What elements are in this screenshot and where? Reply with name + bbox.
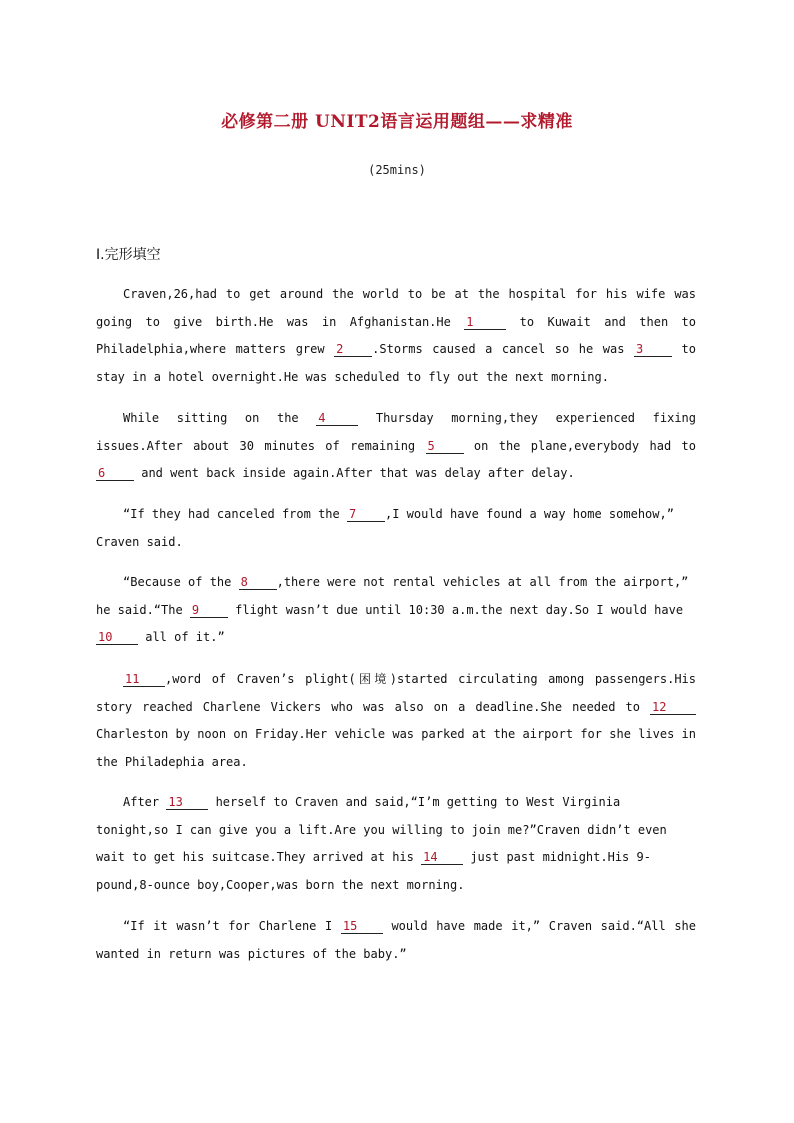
blank-8[interactable]: 8 <box>239 575 277 590</box>
blank-3[interactable]: 3 <box>634 342 672 357</box>
blank-1[interactable]: 1 <box>464 315 506 330</box>
paragraph-3: “If they had canceled from the 7 ,I would have found a way home somehow,” Craven said. <box>96 507 674 549</box>
paragraph-1: Craven,26,had to get around the world to be at the hospital for his wife was going to give birth.He was in Afghanistan.He 1 to Kuwait and then to Philadelphia,where matters grew 2 .Storms caused a cancel so he was 3 to stay in a hotel overnight.He was scheduled to fly out the next morning. <box>96 287 696 384</box>
page-title: 必修第二册 UNIT2语言运用题组——求精准 <box>221 112 573 132</box>
blank-12[interactable]: 12 <box>650 700 696 715</box>
blank-10[interactable]: 10 <box>96 630 138 645</box>
blank-9[interactable]: 9 <box>190 603 228 618</box>
blank-11[interactable]: 11 <box>123 672 165 687</box>
paragraph-7: “If it wasn’t for Charlene I 15 would have made it,” Craven said.“All she wanted in return was pictures of the baby.” <box>96 919 696 961</box>
paragraph-4: “Because of the 8 ,there were not rental vehicles at all from the airport,” he said.“The 9 flight wasn’t due until 10:30 a.m.the next day.So I would have 10 all of it.” <box>96 575 689 645</box>
blank-7[interactable]: 7 <box>347 507 385 522</box>
blank-14[interactable]: 14 <box>421 850 463 865</box>
time-limit: (25mins) <box>368 163 426 177</box>
paragraph-5: 11 ,word of Craven’s plight(困境)started circulating among passengers.His story reached Charlene Vickers who was also on a deadline.She needed to 12 Charleston by noon on Friday.Her vehicle was parked at the airport for she lives in the Philadephia area. <box>96 672 696 769</box>
blank-2[interactable]: 2 <box>334 342 372 357</box>
blank-15[interactable]: 15 <box>341 919 383 934</box>
blank-13[interactable]: 13 <box>166 795 208 810</box>
blank-4[interactable]: 4 <box>316 411 358 426</box>
blank-6[interactable]: 6 <box>96 466 134 481</box>
paragraph-6: After 13 herself to Craven and said,“I’m getting to West Virginia tonight,so I can give you a lift.Are you willing to join me?”Craven didn’t even wait to get his suitcase.They arrived at his 14 just past midnight.His 9-pound,8-ounce boy,Cooper,was born the next morning. <box>96 795 667 892</box>
blank-5[interactable]: 5 <box>426 439 464 454</box>
section-heading: Ⅰ.完形填空 <box>96 247 161 263</box>
paragraph-2: While sitting on the 4 Thursday morning,they experienced fixing issues.After about 30 minutes of remaining 5 on the plane,everybody had to 6 and went back inside again.After that was delay after delay. <box>96 411 696 481</box>
